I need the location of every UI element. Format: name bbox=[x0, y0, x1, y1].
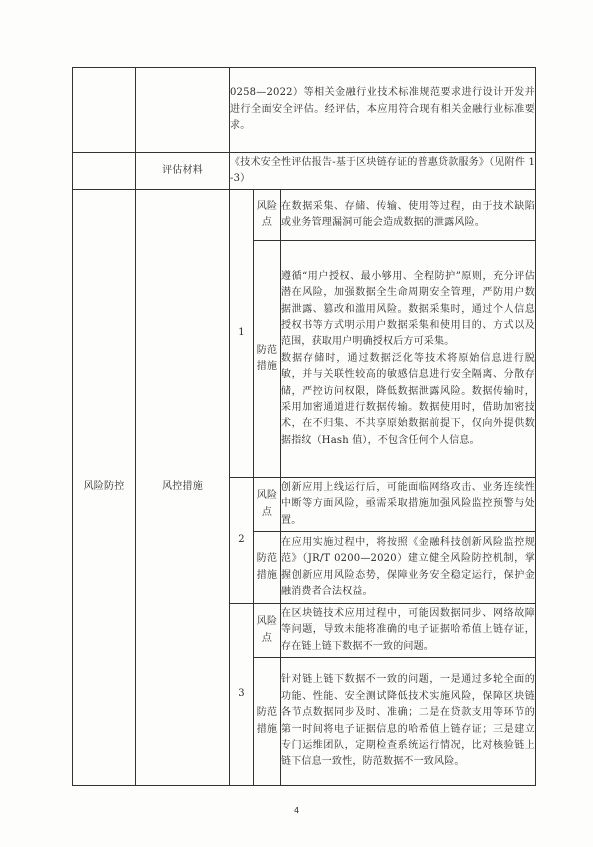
prevention-measures-text: 针对链上链下数据不一致的问题，一是通过多轮全面的功能、性能、安全测试降低技术实施风险，保障区块链各节点数据同步及时、准确；二是在贷款支用等环节的第一时间将电子证据信息的哈希值上链存证；三是建立专门运维团队，定期检查系统运行情况，比对核验链上链下信息一致性，防范数据不一致风险。 bbox=[281, 658, 536, 786]
table-cell-empty bbox=[73, 68, 136, 153]
prevention-measures-text: 在应用实施过程中，将按照《金融科技创新风险监控规范》（JR/T 0200—2020）建立健全风险防控机制，掌握创新应用风险态势，保障业务安全稳定运行，保护金融消费者合法权益。 bbox=[281, 532, 536, 604]
risk-number: 1 bbox=[230, 190, 254, 478]
evaluation-materials-label: 评估材料 bbox=[136, 153, 230, 190]
table-cell-empty bbox=[73, 153, 136, 190]
table-row bbox=[73, 68, 536, 153]
prevention-measures-label: 防范措施 bbox=[254, 658, 281, 786]
risk-point-label: 风险点 bbox=[254, 478, 281, 532]
risk-point-text: 在区块链技术应用过程中，可能因数据同步、网络故障等问题，导致未能将准确的电子证据哈希值上链存证，存在链上链下数据不一致的问题。 bbox=[281, 604, 536, 658]
risk-control-table bbox=[72, 67, 536, 786]
prevention-measures-text bbox=[281, 241, 536, 478]
risk-point-label: 风险点 bbox=[254, 604, 281, 658]
standards-compliance-text: 0258—2022）等相关金融行业技术标准规范要求进行设计开发并进行全面安全评估。经评估，本应用符合现有相关金融行业标准要求。 bbox=[230, 68, 536, 153]
prevention-measures-label: 防范措施 bbox=[254, 241, 281, 478]
risk-point-text: 在数据采集、存储、传输、使用等过程，由于技术缺陷或业务管理漏洞可能会造成数据的泄露风险。 bbox=[281, 190, 536, 241]
risk-control-section-label: 风险防控 bbox=[73, 190, 136, 786]
risk-number: 2 bbox=[230, 478, 254, 604]
prevention-paragraph: 遵循“用户授权、最小够用、全程防护”原则，充分评估潜在风险，加强数据全生命周期安全管理，严防用户数据泄露、篡改和滥用风险。数据采集时，通过个人信息授权书等方式明示用户数据采集和使用目的、方式以及范围，获取用户明确授权后方可采集。 bbox=[281, 270, 536, 348]
risk-point-label: 风险点 bbox=[254, 190, 281, 241]
table-row bbox=[73, 153, 536, 190]
risk-point-text: 创新应用上线运行后，可能面临网络攻击、业务连续性中断等方面风险，亟需采取措施加强风险监控预警与处置。 bbox=[281, 478, 536, 532]
evaluation-materials-text: 《技术安全性评估报告-基于区块链存证的普惠贷款服务》（见附件 1-3） bbox=[230, 153, 536, 190]
table-cell-empty bbox=[136, 68, 230, 153]
prevention-paragraph: 数据存储时，通过数据泛化等技术将原始信息进行脱敏，并与关联性较高的敏感信息进行安全隔离、分散存储，严控访问权限，降低数据泄露风险。数据传输时，采用加密通道进行数据传输。数据使用时，借助加密技术，在不归集、不共享原始数据前提下，仅向外提供数据指纹（Hash 值），不包含任何个人信息。 bbox=[281, 352, 536, 446]
page-number: 4 bbox=[293, 806, 300, 815]
prevention-measures-label: 防范措施 bbox=[254, 532, 281, 604]
risk-number: 3 bbox=[230, 604, 254, 786]
table-row bbox=[73, 190, 536, 241]
risk-measures-label: 风控措施 bbox=[136, 190, 230, 786]
